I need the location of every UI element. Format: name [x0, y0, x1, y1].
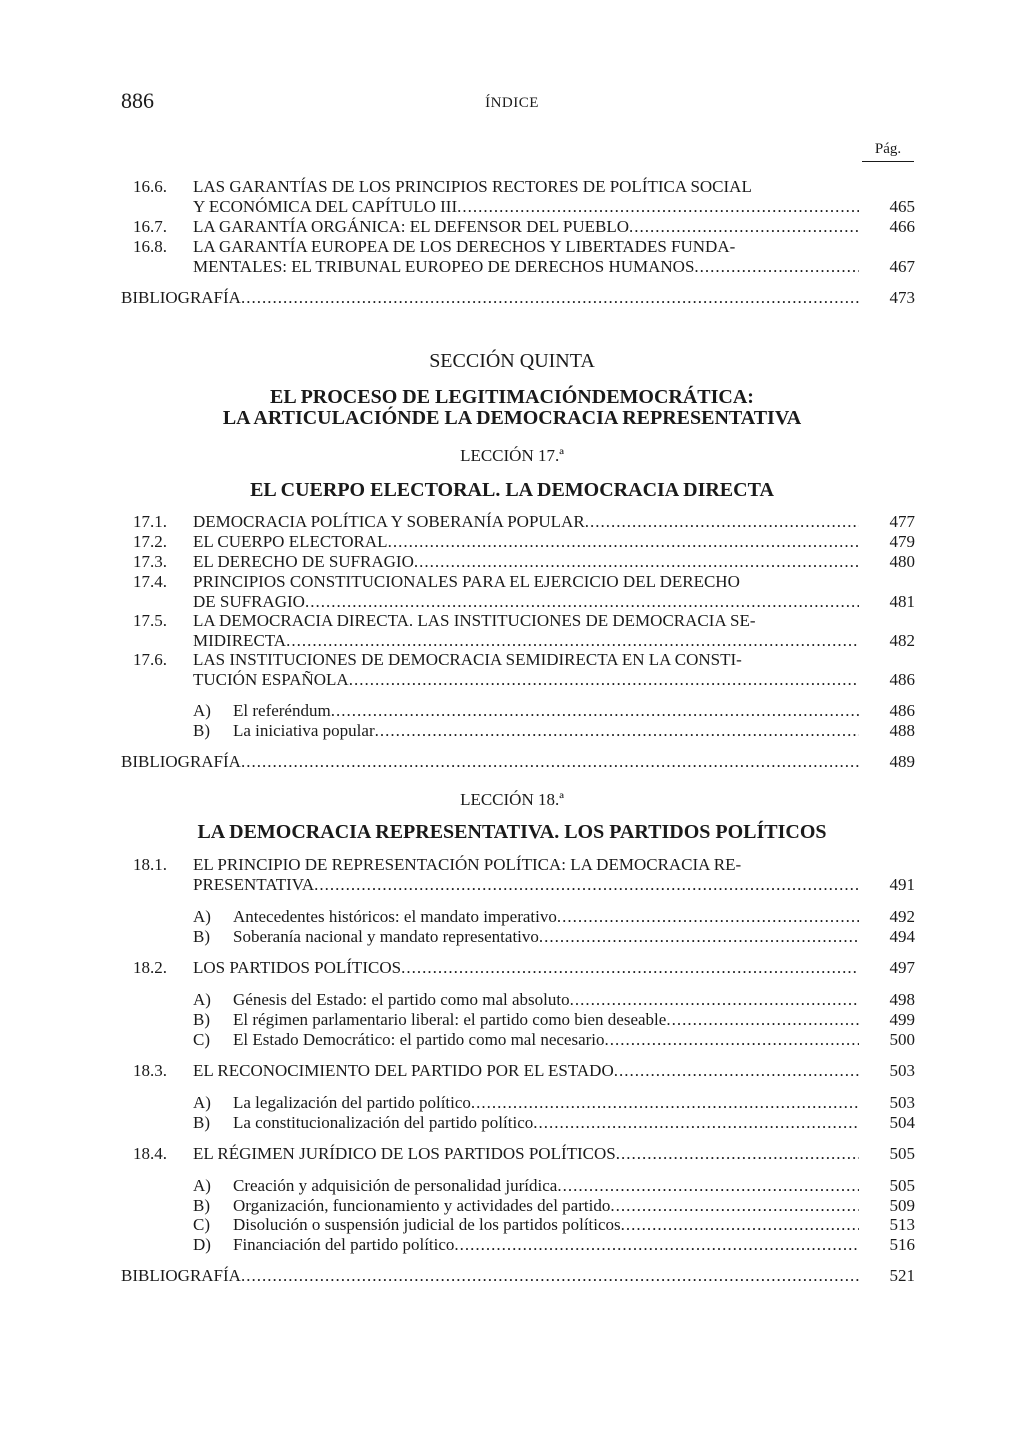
- entry-page: 503: [889, 1093, 915, 1112]
- subentry-letter: C): [193, 1030, 210, 1049]
- toc-entry-18-1: [0, 855, 1024, 875]
- toc-subentry-17-6-a: [0, 701, 1024, 721]
- entry-leader: [233, 701, 859, 721]
- entry-title: El régimen parlamentario liberal: el partido como bien deseable: [233, 1010, 667, 1029]
- entry-leader: [233, 1176, 859, 1196]
- toc-subentry-18-4-b: [0, 1196, 1024, 1216]
- subentry-letter: A): [193, 701, 211, 720]
- entry-leader: [233, 1093, 859, 1113]
- entry-title: LAS GARANTÍAS DE LOS PRINCIPIOS RECTORES DE POLÍTICA SOCIAL: [193, 177, 752, 196]
- entry-title-cont: Y ECONÓMICA DEL CAPÍTULO III: [193, 197, 458, 216]
- entry-number: 16.8.: [133, 237, 167, 256]
- toc-entry-17-1: [0, 512, 1024, 532]
- toc-entry-17-6-cont: [0, 670, 1024, 690]
- entry-leader: [193, 631, 859, 651]
- entry-leader: [193, 1144, 859, 1164]
- entry-title: EL RÉGIMEN JURÍDICO DE LOS PARTIDOS POLÍTICOS: [193, 1144, 616, 1163]
- toc-entry-16-7: [0, 217, 1024, 237]
- entry-title: Antecedentes históricos: el mandato imperativo: [233, 907, 557, 926]
- entry-title: DEMOCRACIA POLÍTICA Y SOBERANÍA POPULAR: [193, 512, 585, 531]
- toc-subentry-18-4-a: [0, 1176, 1024, 1196]
- toc-entry-bibliography-18: [0, 1266, 1024, 1286]
- entry-page: 494: [889, 927, 915, 946]
- entry-number: 18.2.: [133, 958, 167, 977]
- entry-leader: [233, 721, 859, 741]
- entry-leader: [233, 1196, 859, 1216]
- toc-entry-17-3: [0, 552, 1024, 572]
- entry-page: 489: [889, 752, 915, 771]
- subentry-letter: D): [193, 1235, 211, 1254]
- entry-page: 492: [889, 907, 915, 926]
- entry-title: Disolución o suspensión judicial de los partidos políticos: [233, 1215, 621, 1234]
- page-column-label: Pág.: [862, 141, 914, 162]
- entry-title-cont: MIDIRECTA: [193, 631, 287, 650]
- toc-entry-18-1-cont: [0, 875, 1024, 895]
- entry-title-cont: DE SUFRAGIO: [193, 592, 305, 611]
- entry-title: Génesis del Estado: el partido como mal absoluto: [233, 990, 570, 1009]
- entry-page: 499: [889, 1010, 915, 1029]
- entry-title-cont: TUCIÓN ESPAÑOLA: [193, 670, 349, 689]
- lesson-18-title: LA DEMOCRACIA REPRESENTATIVA. LOS PARTIDOS POLÍTICOS: [197, 821, 827, 843]
- toc-subentry-17-6-b: [0, 721, 1024, 741]
- entry-leader: [233, 1030, 859, 1050]
- entry-page: 513: [889, 1215, 915, 1234]
- lesson-18-label: LECCIÓN 18.ª: [460, 790, 564, 809]
- entry-page: 498: [889, 990, 915, 1009]
- toc-subentry-18-1-a: [0, 907, 1024, 927]
- entry-page: 467: [889, 257, 915, 276]
- entry-page: 479: [889, 532, 915, 551]
- section-title-line-1: EL PROCESO DE LEGITIMACIÓNDEMOCRÁTICA:: [270, 386, 754, 408]
- subentry-letter: B): [193, 1010, 210, 1029]
- entry-title: El Estado Democrático: el partido como mal necesario: [233, 1030, 605, 1049]
- entry-title: La iniciativa popular: [233, 721, 375, 740]
- entry-leader: [193, 670, 859, 690]
- entry-page: 477: [889, 512, 915, 531]
- entry-page: 516: [889, 1235, 915, 1254]
- entry-page: 504: [889, 1113, 915, 1132]
- toc-entry-18-3: [0, 1061, 1024, 1081]
- entry-number: 18.3.: [133, 1061, 167, 1080]
- entry-title: LA DEMOCRACIA DIRECTA. LAS INSTITUCIONES DE DEMOCRACIA SE-: [193, 611, 756, 630]
- toc-subentry-18-2-b: [0, 1010, 1024, 1030]
- entry-leader: [193, 1061, 859, 1081]
- toc-entry-17-6: [0, 650, 1024, 670]
- entry-title: EL RECONOCIMIENTO DEL PARTIDO POR EL ESTADO: [193, 1061, 614, 1080]
- entry-number: 17.4.: [133, 572, 167, 591]
- entry-leader: [233, 1113, 859, 1133]
- entry-leader: [193, 257, 859, 277]
- running-head: ÍNDICE: [485, 95, 539, 111]
- entry-leader: [121, 752, 859, 772]
- toc-entry-bibliography-17: [0, 752, 1024, 772]
- entry-title: BIBLIOGRAFÍA: [121, 1266, 241, 1285]
- entry-number: 18.4.: [133, 1144, 167, 1163]
- entry-number: 17.5.: [133, 611, 167, 630]
- entry-leader: [233, 927, 859, 947]
- section-title-line-2: LA ARTICULACIÓNDE LA DEMOCRACIA REPRESENTATIVA: [222, 407, 802, 429]
- toc-subentry-18-1-b: [0, 927, 1024, 947]
- entry-title: EL PRINCIPIO DE REPRESENTACIÓN POLÍTICA: LA DEMOCRACIA RE-: [193, 855, 742, 874]
- entry-page: 505: [889, 1176, 915, 1195]
- entry-title: EL CUERPO ELECTORAL: [193, 532, 388, 551]
- entry-number: 16.7.: [133, 217, 167, 236]
- lesson-17-label: LECCIÓN 17.ª: [460, 446, 564, 465]
- entry-leader: [193, 552, 859, 572]
- entry-number: 17.2.: [133, 532, 167, 551]
- toc-entry-17-2: [0, 532, 1024, 552]
- toc-entry-16-8-cont: [0, 257, 1024, 277]
- entry-page: 500: [889, 1030, 915, 1049]
- toc-entry-17-4-cont: [0, 592, 1024, 612]
- subentry-letter: A): [193, 1093, 211, 1112]
- entry-page: 521: [889, 1266, 915, 1285]
- entry-title: BIBLIOGRAFÍA: [121, 288, 241, 307]
- entry-leader: [193, 197, 859, 217]
- toc-subentry-18-2-a: [0, 990, 1024, 1010]
- entry-number: 18.1.: [133, 855, 167, 874]
- entry-leader: [233, 1010, 859, 1030]
- entry-leader: [233, 907, 859, 927]
- subentry-letter: B): [193, 721, 210, 740]
- entry-page: 481: [889, 592, 915, 611]
- entry-page: 503: [889, 1061, 915, 1080]
- entry-page: 497: [889, 958, 915, 977]
- toc-subentry-18-3-b: [0, 1113, 1024, 1133]
- entry-leader: [193, 512, 859, 532]
- toc-entry-16-6-cont: [0, 197, 1024, 217]
- entry-title-cont: PRESENTATIVA: [193, 875, 315, 894]
- entry-title: Financiación del partido político: [233, 1235, 455, 1254]
- entry-number: 17.6.: [133, 650, 167, 669]
- subentry-letter: B): [193, 1113, 210, 1132]
- entry-leader: [233, 1235, 859, 1255]
- entry-title: BIBLIOGRAFÍA: [121, 752, 241, 771]
- toc-entry-16-6: [0, 177, 1024, 197]
- entry-page: 466: [889, 217, 915, 236]
- toc-entry-17-4: [0, 572, 1024, 592]
- entry-title: La constitucionalización del partido político: [233, 1113, 534, 1132]
- entry-page: 505: [889, 1144, 915, 1163]
- toc-entry-18-2: [0, 958, 1024, 978]
- entry-title-cont: MENTALES: EL TRIBUNAL EUROPEO DE DERECHOS HUMANOS: [193, 257, 695, 276]
- entry-page: 480: [889, 552, 915, 571]
- entry-page: 509: [889, 1196, 915, 1215]
- section-label: SECCIÓN QUINTA: [429, 350, 595, 372]
- toc-entry-16-8: [0, 237, 1024, 257]
- entry-title: El referéndum: [233, 701, 331, 720]
- entry-page: 473: [889, 288, 915, 307]
- toc-subentry-18-4-d: [0, 1235, 1024, 1255]
- entry-page: 488: [889, 721, 915, 740]
- entry-title: LA GARANTÍA EUROPEA DE LOS DERECHOS Y LIBERTADES FUNDA-: [193, 237, 736, 256]
- entry-leader: [233, 990, 859, 1010]
- entry-number: 17.1.: [133, 512, 167, 531]
- lesson-17-title: EL CUERPO ELECTORAL. LA DEMOCRACIA DIRECTA: [250, 479, 774, 501]
- entry-title: LA GARANTÍA ORGÁNICA: EL DEFENSOR DEL PUEBLO: [193, 217, 630, 236]
- entry-leader: [193, 217, 859, 237]
- toc-entry-bibliography: [0, 288, 1024, 308]
- toc-entry-17-5: [0, 611, 1024, 631]
- entry-page: 486: [889, 670, 915, 689]
- page-number: 886: [121, 88, 154, 113]
- toc-entry-18-4: [0, 1144, 1024, 1164]
- entry-title: PRINCIPIOS CONSTITUCIONALES PARA EL EJERCICIO DEL DERECHO: [193, 572, 740, 591]
- subentry-letter: A): [193, 907, 211, 926]
- subentry-letter: A): [193, 1176, 211, 1195]
- subentry-letter: A): [193, 990, 211, 1009]
- entry-leader: [193, 875, 859, 895]
- subentry-letter: C): [193, 1215, 210, 1234]
- toc-entry-17-5-cont: [0, 631, 1024, 651]
- entry-leader: [193, 592, 859, 612]
- entry-title: Soberanía nacional y mandato representativo: [233, 927, 539, 946]
- toc-subentry-18-4-c: [0, 1215, 1024, 1235]
- entry-leader: [193, 958, 859, 978]
- subentry-letter: B): [193, 927, 210, 946]
- entry-number: 17.3.: [133, 552, 167, 571]
- entry-leader: [193, 532, 859, 552]
- entry-page: 482: [889, 631, 915, 650]
- entry-leader: [121, 1266, 859, 1286]
- subentry-letter: B): [193, 1196, 210, 1215]
- entry-title: Creación y adquisición de personalidad jurídica: [233, 1176, 558, 1195]
- toc-subentry-18-3-a: [0, 1093, 1024, 1113]
- entry-title: LAS INSTITUCIONES DE DEMOCRACIA SEMIDIRECTA EN LA CONSTI-: [193, 650, 742, 669]
- entry-title: Organización, funcionamiento y actividades del partido: [233, 1196, 611, 1215]
- entry-title: EL DERECHO DE SUFRAGIO: [193, 552, 414, 571]
- toc-subentry-18-2-c: [0, 1030, 1024, 1050]
- entry-page: 465: [889, 197, 915, 216]
- entry-leader: [233, 1215, 859, 1235]
- entry-leader: [121, 288, 859, 308]
- entry-title: LOS PARTIDOS POLÍTICOS: [193, 958, 402, 977]
- entry-number: 16.6.: [133, 177, 167, 196]
- entry-title: La legalización del partido político: [233, 1093, 471, 1112]
- entry-page: 491: [889, 875, 915, 894]
- entry-page: 486: [889, 701, 915, 720]
